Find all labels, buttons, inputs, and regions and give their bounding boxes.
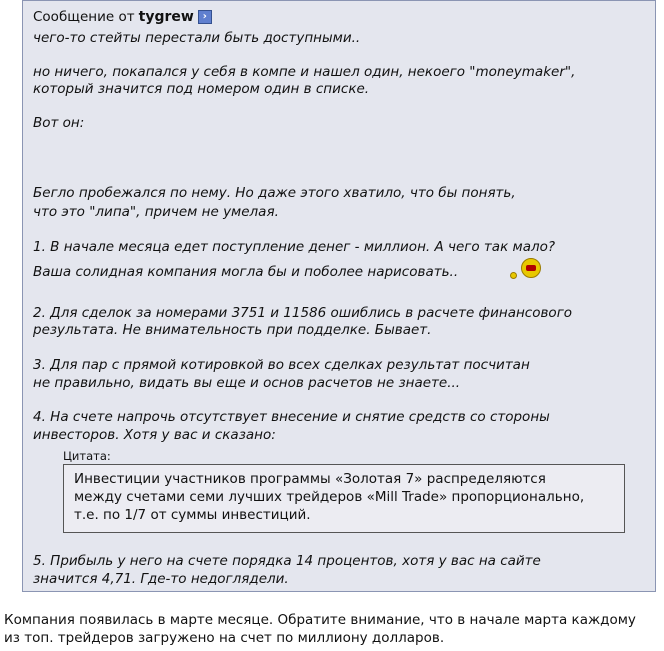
quote-line: 1. В начале месяца едет поступление денег - миллион. А чего так мало?: [33, 239, 556, 255]
post-text-line: из топ. трейдеров загружено на счет по миллиону долларов.: [4, 630, 445, 646]
arrow-right-icon[interactable]: ›: [198, 10, 212, 24]
inner-quote-label: Цитата:: [63, 449, 111, 463]
quote-line: Бегло пробежался по нему. Но даже этого хватило, что бы понять,: [33, 185, 516, 201]
quote-box: [22, 0, 656, 592]
quote-line: Ваша солидная компания могла бы и поболее нарисовать..: [33, 264, 459, 280]
post-text-line: Компания появилась в марте месяце. Обратите внимание, что в начале марта каждому: [4, 612, 636, 628]
quote-line: 5. Прибыль у него на счете порядка 14 процентов, хотя у вас на сайте: [33, 553, 541, 569]
quote-line: 4. На счете напрочь отсутствует внесение и снятие средств со стороны: [33, 409, 550, 425]
inner-quote-box: [63, 464, 625, 533]
quote-line: не правильно, видать вы еще и основ расчетов не знаете...: [33, 375, 461, 391]
quote-line: результата. Не внимательность при подделке. Бывает.: [33, 322, 432, 338]
quote-line: инвесторов. Хотя у вас и сказано:: [33, 427, 276, 443]
quote-line: который значится под номером один в списке.: [33, 81, 370, 97]
quote-line: значится 4,71. Где-то недоглядели.: [33, 571, 289, 587]
quote-line: Вот он:: [33, 115, 85, 131]
quote-header: [33, 9, 212, 25]
inner-quote-line: между счетами семи лучших трейдеров «Mill Trade» пропорционально,: [74, 489, 585, 505]
quote-line: но ничего, покапался у себя в компе и нашел один, некоего "moneymaker",: [33, 64, 576, 80]
smiley-dot: [510, 272, 517, 279]
quote-line: 3. Для пар с прямой котировкой во всех сделках результат посчитан: [33, 357, 530, 373]
quote-prefix: Сообщение от: [33, 9, 135, 25]
quote-line: 2. Для сделок за номерами 3751 и 11586 ошиблись в расчете финансового: [33, 305, 573, 321]
quote-line: чего-то стейты перестали быть доступными..: [33, 30, 361, 46]
inner-quote-line: т.е. по 1/7 от суммы инвестиций.: [74, 507, 311, 523]
inner-quote-line: Инвестиции участников программы «Золотая 7» распределяются: [74, 471, 546, 487]
smiley-icon: [521, 258, 541, 278]
quote-author[interactable]: tygrew: [138, 9, 194, 25]
quote-line: что это "липа", причем не умелая.: [33, 204, 279, 220]
